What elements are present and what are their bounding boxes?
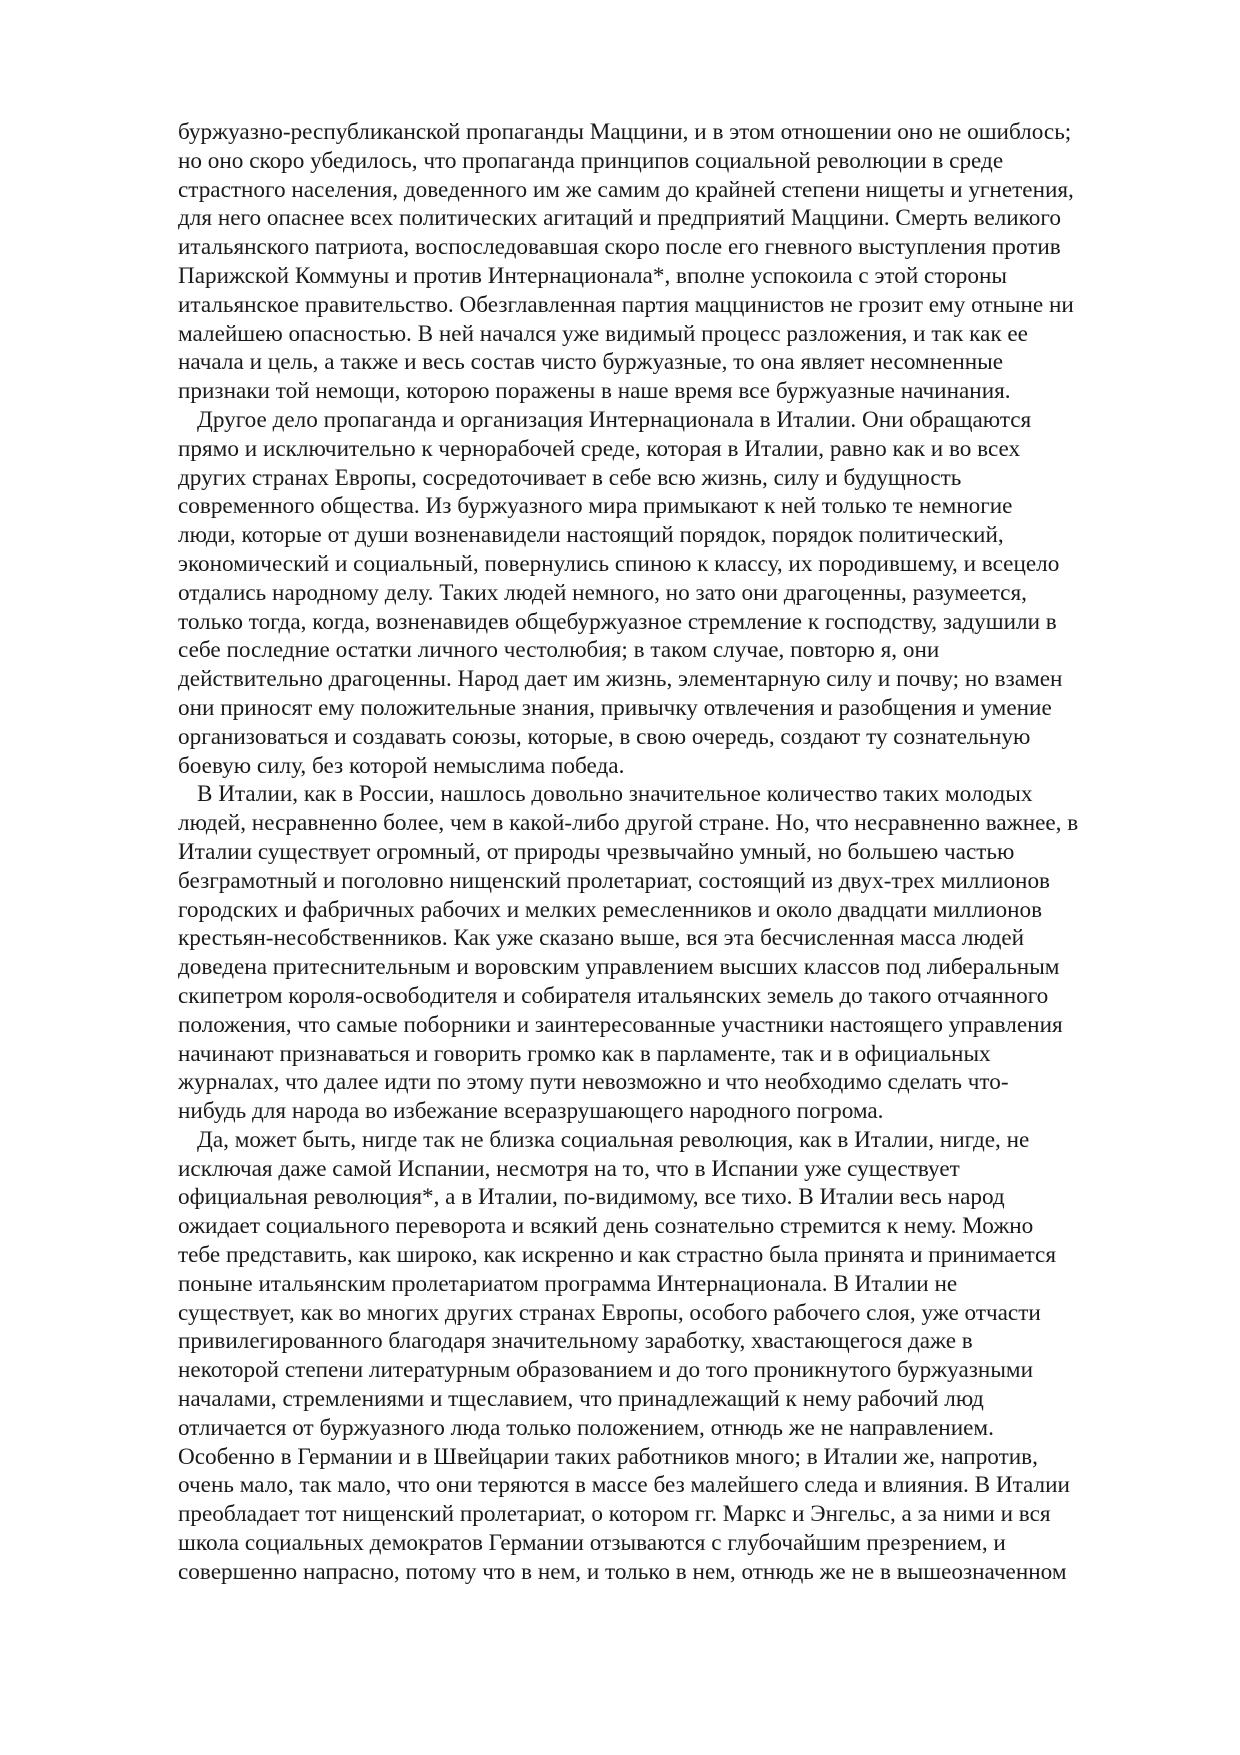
text-line: буржуазно-республиканской пропаганды Маццини, и в этом отношении оно не ошиблось; bbox=[178, 119, 1072, 145]
text-line: исключая даже самой Испании, несмотря на то, что в Испании уже существует bbox=[178, 1155, 960, 1182]
text-line: современного общества. Из буржуазного мира примыкают к ней только те немногие bbox=[178, 493, 1013, 520]
text-line: городских и фабричных рабочих и мелких ремесленников и около двадцати миллионов bbox=[178, 896, 1043, 923]
paragraph-start-line: Да, может быть, нигде так не близка социальная революция, как в Италии, нигде, не bbox=[197, 1126, 1030, 1153]
text-line: некоторой степени литературным образованием и до того проникнутого буржуазными bbox=[178, 1357, 1033, 1384]
text-line: действительно драгоценны. Народ дает им жизнь, элементарную силу и почву; но взамен bbox=[178, 666, 1063, 693]
text-line: тебе представить, как широко, как искренно и как страстно была принята и принимается bbox=[178, 1242, 1056, 1269]
text-line: только тогда, когда, возненавидев общебуржуазное стремление к господству, задушили в bbox=[178, 608, 1057, 635]
text-line: положения, что самые поборники и заинтересованные участники настоящего управления bbox=[178, 1011, 1063, 1038]
text-line: отличается от буржуазного люда только положением, отнюдь же не направлением. bbox=[178, 1414, 994, 1441]
text-line: очень мало, так мало, что они теряются в массе без малейшего следа и влияния. В Италии bbox=[178, 1472, 1070, 1499]
text-line: людей, несравненно более, чем в какой-либо другой стране. Но, что несравненно важнее, в bbox=[178, 810, 1079, 837]
document-page bbox=[178, 118, 1138, 1587]
text-line: Италии существует огромный, от природы чрезвычайно умный, но большею частью bbox=[178, 838, 1015, 865]
text-line: журналах, что далее идти по этому пути невозможно и что необходимо сделать что- bbox=[178, 1069, 1009, 1096]
text-line: начала и цель, а также и весь состав чисто буржуазные, то она являет несомненные bbox=[178, 349, 1004, 376]
text-line: признаки той немощи, которою поражены в наше время все буржуазные начинания. bbox=[178, 378, 1011, 405]
text-line: итальянского патриота, воспоследовавшая скоро после его гневного выступления против bbox=[178, 234, 1061, 261]
text-line: начинают признаваться и говорить громко как в парламенте, так и в официальных bbox=[178, 1040, 991, 1067]
text-line: Особенно в Германии и в Швейцарии таких работников много; в Италии же, напротив, bbox=[178, 1443, 1038, 1470]
text-line: существует, как во многих других странах Европы, особого рабочего слоя, уже отчасти bbox=[178, 1299, 1041, 1326]
text-line: люди, которые от души возненавидели настоящий порядок, порядок политический, bbox=[178, 522, 1004, 549]
text-line: преобладает тот нищенский пролетариат, о котором гг. Маркс и Энгельс, а за ними и вся bbox=[178, 1501, 1051, 1528]
paragraph-start-line: В Италии, как в России, нашлось довольно значительное количество таких молодых bbox=[197, 781, 1033, 808]
text-line: началами, стремлениями и тщеславием, что принадлежащий к нему рабочий люд bbox=[178, 1386, 984, 1413]
text-line: совершенно напрасно, потому что в нем, и только в нем, отнюдь же не в вышеозначенном bbox=[178, 1558, 1067, 1585]
text-line: привилегированного благодаря значительному заработку, хвастающегося даже в bbox=[178, 1328, 973, 1355]
text-line: они приносят ему положительные знания, привычку отвлечения и разобщения и умение bbox=[178, 694, 1052, 721]
text-line: Парижской Коммуны и против Интернационала*, вполне успокоила с этой стороны bbox=[178, 262, 1007, 289]
text-line: итальянское правительство. Обезглавленная партия маццинистов не грозит ему отныне ни bbox=[178, 291, 1074, 318]
text-line: боевую силу, без которой немыслима победа. bbox=[178, 752, 625, 779]
paragraph-start-line: Другое дело пропаганда и организация Интернационала в Италии. Они обращаются bbox=[197, 406, 1032, 433]
text-line: других странах Европы, сосредоточивает в себе всю жизнь, силу и будущность bbox=[178, 464, 962, 491]
text-line: школа социальных демократов Германии отзываются с глубочайшим презрением, и bbox=[178, 1530, 1006, 1557]
text-line: малейшею опасностью. В ней начался уже видимый процесс разложения, и так как ее bbox=[178, 320, 1028, 347]
text-line: прямо и исключительно к чернорабочей среде, которая в Италии, равно как и во всех bbox=[178, 435, 1021, 462]
text-line: отдались народному делу. Таких людей немного, но зато они драгоценны, разумеется, bbox=[178, 579, 1027, 606]
text-line: экономический и социальный, повернулись спиною к классу, их породившему, и всецело bbox=[178, 550, 1060, 577]
text-line: организоваться и создавать союзы, которые, в свою очередь, создают ту сознательную bbox=[178, 723, 1031, 750]
text-line: скипетром короля-освободителя и собирателя итальянских земель до такого отчаянного bbox=[178, 982, 1049, 1009]
text-line: ожидает социального переворота и всякий день сознательно стремится к нему. Можно bbox=[178, 1213, 1034, 1240]
text-line: но оно скоро убедилось, что пропаганда принципов социальной революции в среде bbox=[178, 147, 1004, 174]
text-line: крестьян-несобственников. Как уже сказано выше, вся эта бесчисленная масса людей bbox=[178, 925, 1025, 952]
text-line: безграмотный и поголовно нищенский пролетариат, состоящий из двух-трех миллионов bbox=[178, 867, 1050, 894]
text-line: для него опаснее всех политических агитаций и предприятий Маццини. Смерть великого bbox=[178, 205, 1061, 232]
text-line: страстного населения, доведенного им же самим до крайней степени нищеты и угнетения, bbox=[178, 176, 1074, 203]
text-line: доведена притеснительным и воровским управлением высших классов под либеральным bbox=[178, 954, 1060, 981]
text-line: нибудь для народа во избежание всеразрушающего народного погрома. bbox=[178, 1098, 884, 1125]
text-line: официальная революция*, а в Италии, по-видимому, все тихо. В Италии весь народ bbox=[178, 1184, 1005, 1211]
text-line: себе последние остатки личного честолюбия; в таком случае, повторю я, они bbox=[178, 637, 940, 664]
text-line: поныне итальянским пролетариатом программа Интернационала. В Италии не bbox=[178, 1270, 958, 1297]
